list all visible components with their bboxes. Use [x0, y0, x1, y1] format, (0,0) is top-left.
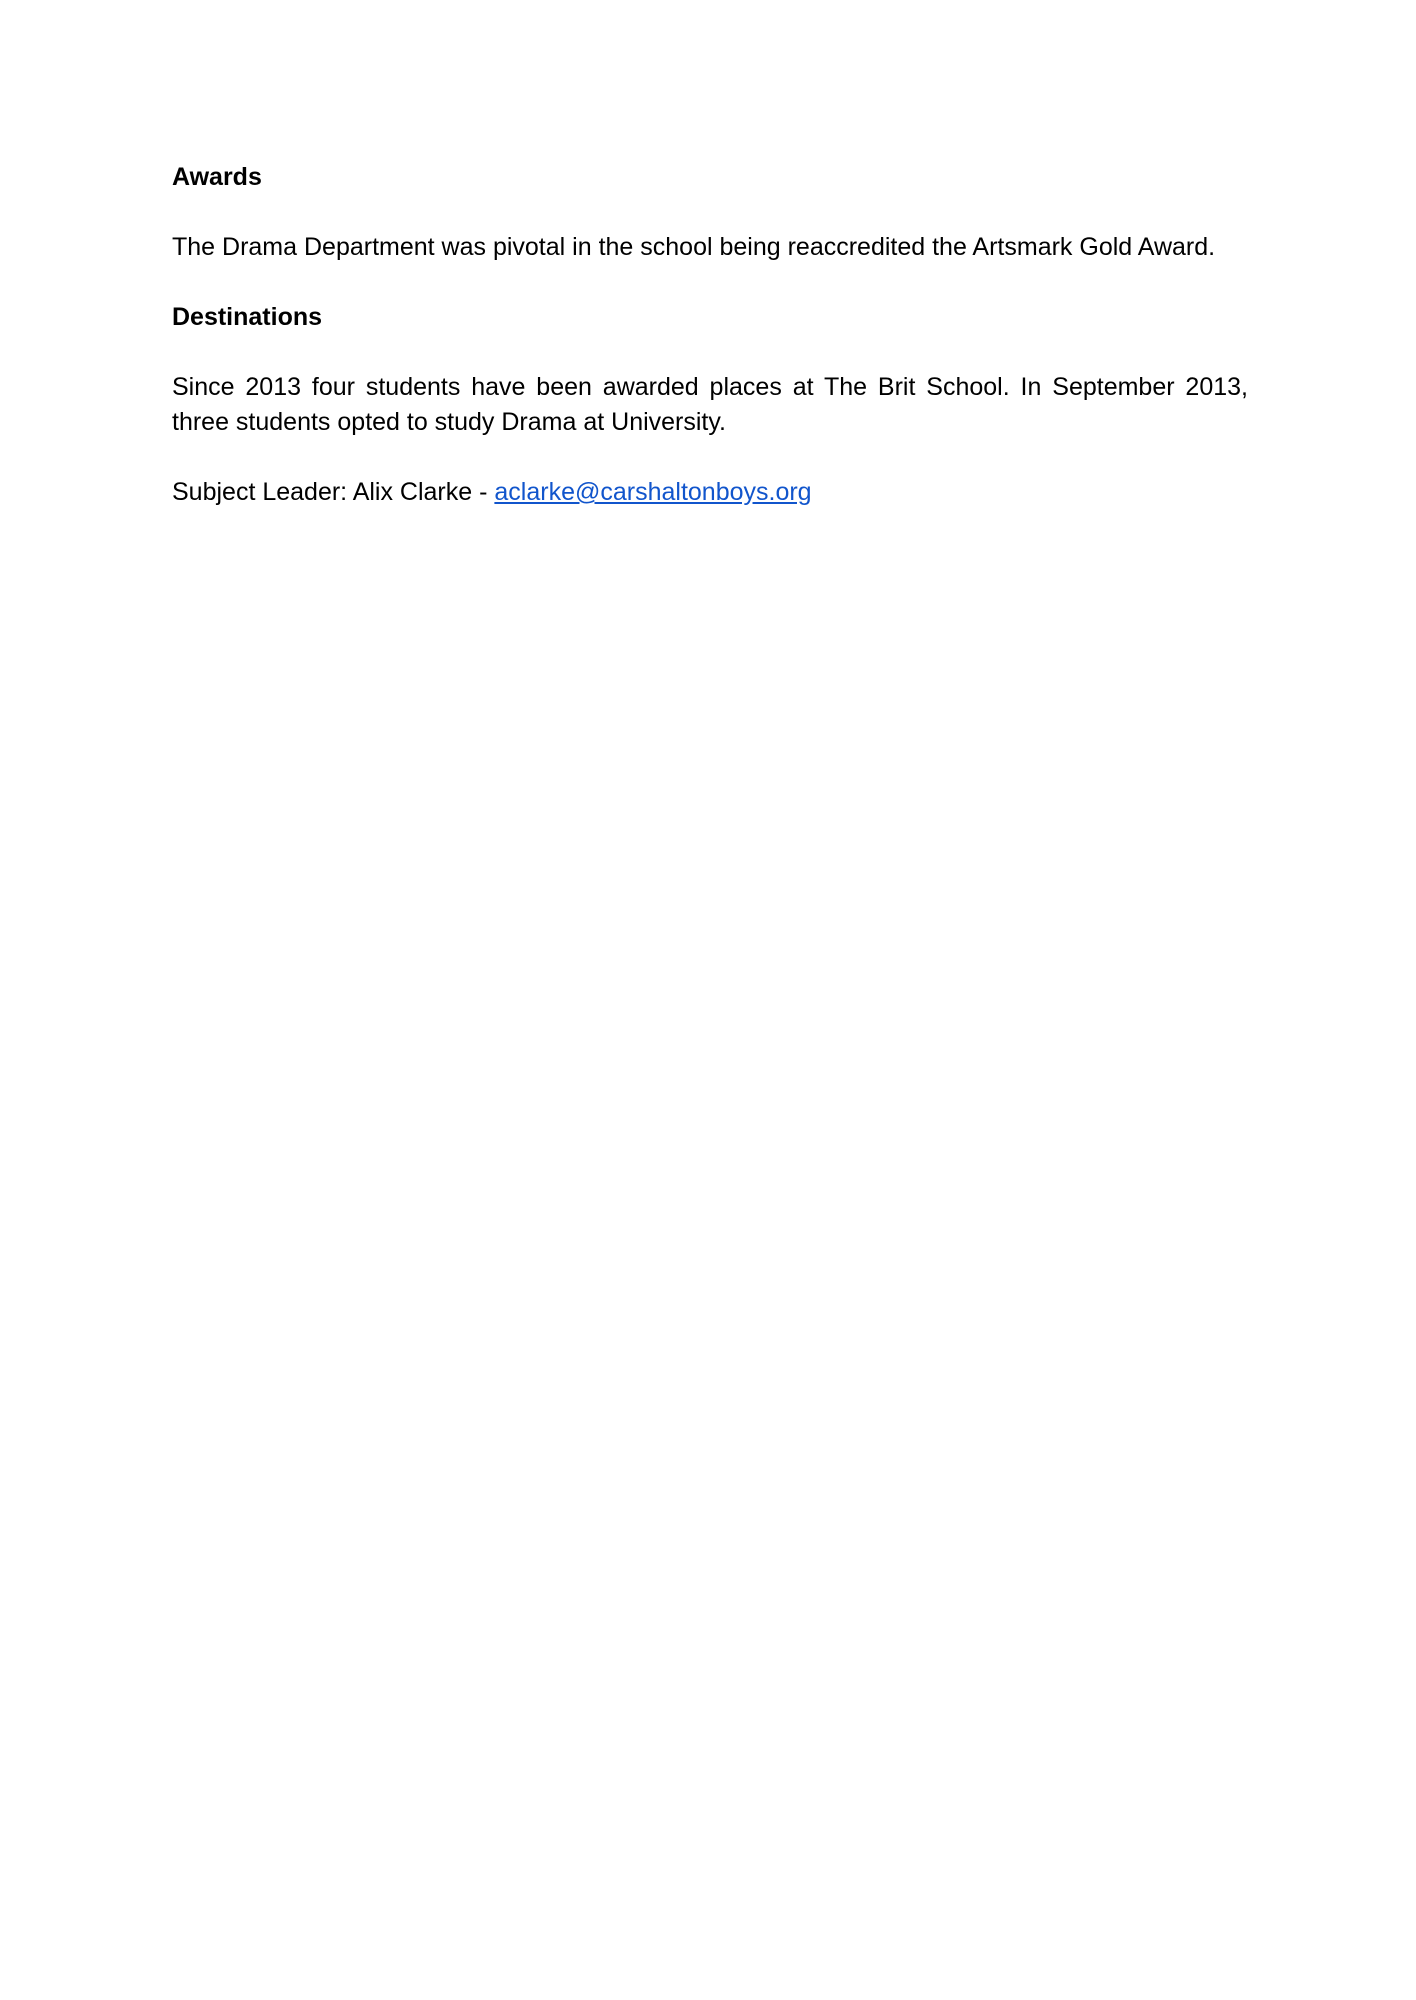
subject-leader-email-link[interactable]: aclarke@carshaltonboys.org	[494, 478, 812, 506]
destinations-paragraph: Since 2013 four students have been awarded places at The Brit School. In September 2013, three students opted to study Drama at University.	[172, 373, 1248, 436]
awards-heading: Awards	[172, 163, 262, 191]
document-page	[172, 160, 1248, 545]
subject-leader-label: Subject Leader: Alix Clarke -	[172, 478, 495, 506]
destinations-heading: Destinations	[172, 303, 323, 331]
awards-paragraph: The Drama Department was pivotal in the school being reaccredited the Artsmark Gold Award.	[172, 233, 1216, 261]
subject-leader-line	[172, 475, 1248, 510]
